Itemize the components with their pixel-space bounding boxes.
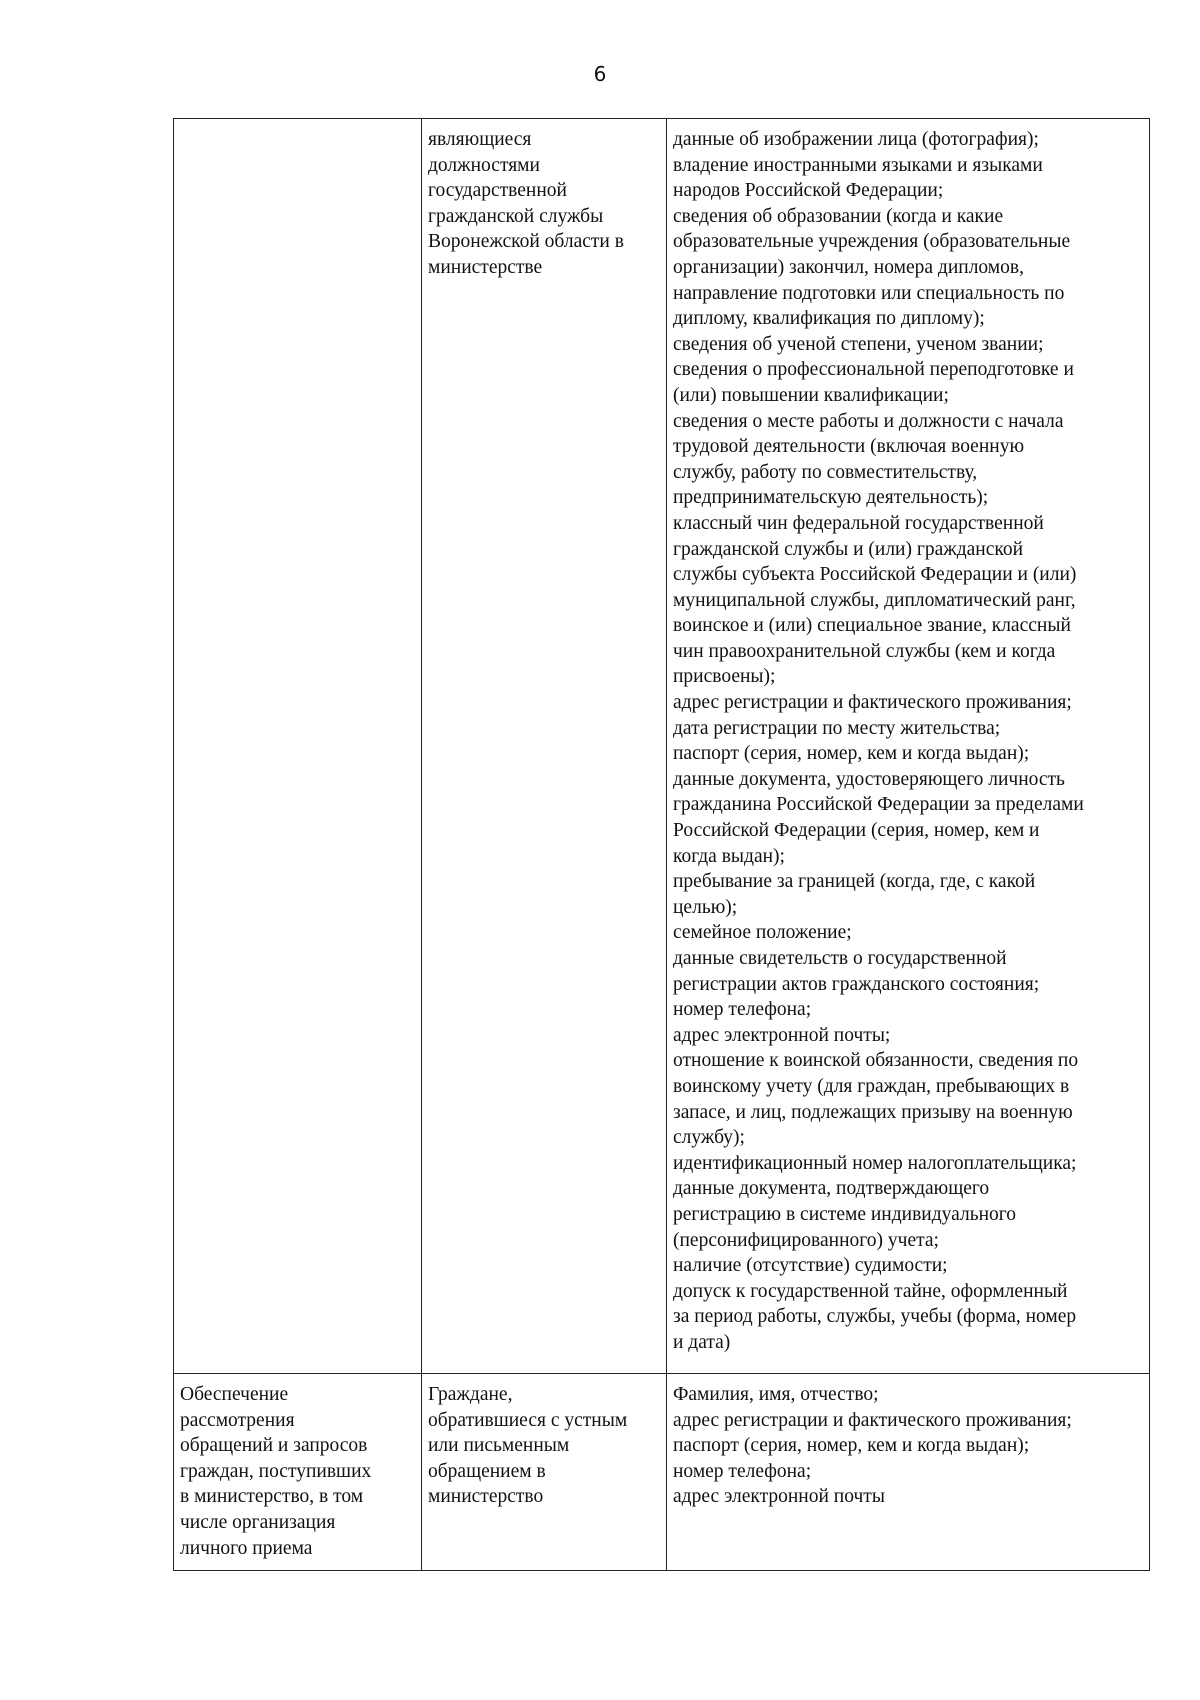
cell-text-line: или письменным — [428, 1435, 570, 1457]
cell-text-line: адрес электронной почты; — [673, 1024, 891, 1046]
cell-text-line: образовательные учреждения (образовательные — [673, 231, 1071, 253]
cell-text-line: службы субъекта Российской Федерации и (или) — [673, 564, 1077, 586]
cell-text-line: сведения о месте работы и должности с начала — [673, 410, 1064, 432]
cell-text-line: министерстве — [428, 256, 543, 278]
cell-text-line: обращением в — [428, 1460, 546, 1482]
cell-text-line: направление подготовки или специальность по — [673, 282, 1065, 304]
cell-text-line: числе организация — [180, 1511, 336, 1533]
cell-text-line: Фамилия, имя, отчество; — [673, 1384, 879, 1405]
cell-text-line: адрес регистрации и фактического проживания; — [673, 692, 1072, 714]
cell-text-line: владение иностранными языками и языками — [673, 154, 1043, 176]
cell-text-line: за период работы, службы, учебы (форма, номер — [673, 1306, 1077, 1328]
page-number: 6 — [593, 62, 607, 86]
cell-text-line: данные документа, подтверждающего — [673, 1178, 990, 1200]
cell-text-line: трудовой деятельности (включая военную — [673, 436, 1025, 458]
cell-text-line: чин правоохранительной службы (кем и когда — [673, 640, 1056, 662]
cell-text-line: (персонифицированного) учета; — [673, 1229, 939, 1251]
cell-text-line: наличие (отсутствие) судимости; — [673, 1255, 948, 1277]
cell-text-line: и дата) — [673, 1331, 731, 1353]
cell-text-line: номер телефона; — [673, 1460, 812, 1482]
cell-text-line: номер телефона; — [673, 999, 812, 1021]
cell-text-line: гражданина Российской Федерации за пределами — [673, 794, 1084, 816]
cell-text-line: обращений и запросов — [180, 1435, 368, 1457]
cell-text-line: регистрации актов гражданского состояния; — [673, 973, 1040, 995]
cell-text-line: воинскому учету (для граждан, пребывающих в — [673, 1075, 1070, 1097]
data-categories-cell — [667, 119, 1150, 1374]
purpose-cell — [174, 1374, 422, 1571]
cell-text-line: паспорт (серия, номер, кем и когда выдан); — [673, 1435, 1030, 1457]
cell-text-line: организации) закончил, номера дипломов, — [673, 256, 1024, 278]
cell-text-line: (или) повышении квалификации; — [673, 384, 949, 406]
cell-text-line: адрес электронной почты — [673, 1486, 885, 1508]
cell-text-line: воинское и (или) специальное звание, классный — [673, 615, 1071, 637]
cell-text-line: классный чин федеральной государственной — [673, 512, 1044, 534]
cell-text-line: сведения об образовании (когда и какие — [673, 205, 1004, 227]
cell-text-line: в министерство, в том — [180, 1486, 364, 1508]
cell-text-line: должностями — [428, 154, 540, 176]
cell-text-line: присвоены); — [673, 666, 776, 688]
cell-text-line: предпринимательскую деятельность); — [673, 487, 989, 509]
cell-text-line: Воронежской области в — [428, 231, 624, 253]
cell-text-line: отношение к воинской обязанности, сведения по — [673, 1050, 1079, 1072]
cell-text-line: службу); — [673, 1127, 745, 1149]
cell-text-line: пребывание за границей (когда, где, с какой — [673, 871, 1036, 893]
cell-text-line: являющиеся — [428, 129, 532, 150]
cell-text-line: гражданской службы — [428, 205, 604, 227]
cell-text-line: данные об изображении лица (фотография); — [673, 129, 1039, 150]
cell-text-line: данные документа, удостоверяющего личность — [673, 768, 1065, 790]
cell-text-line: данные свидетельств о государственной — [673, 948, 1007, 969]
cell-text-line: регистрацию в системе индивидуального — [673, 1203, 1017, 1225]
cell-text-line: граждан, поступивших — [180, 1460, 372, 1482]
cell-text-line: обратившиеся с устным — [428, 1409, 628, 1431]
cell-text-line: целью); — [673, 896, 738, 918]
cell-text-line: паспорт (серия, номер, кем и когда выдан); — [673, 743, 1030, 765]
cell-text-line: муниципальной службы, дипломатический ранг, — [673, 589, 1076, 611]
cell-text-line: гражданской службы и (или) гражданской — [673, 538, 1024, 560]
subjects-cell — [422, 119, 667, 1374]
personal-data-table — [173, 118, 1150, 1571]
cell-text-line: диплому, квалификация по диплому); — [673, 308, 985, 330]
cell-text-line: народов Российской Федерации; — [673, 180, 944, 202]
table-row — [174, 1374, 1150, 1571]
cell-text-line: запасе, и лиц, подлежащих призыву на военную — [673, 1101, 1073, 1123]
cell-text-line: Граждане, — [428, 1384, 513, 1405]
cell-text-line: адрес регистрации и фактического проживания; — [673, 1409, 1072, 1431]
table-row — [174, 119, 1150, 1374]
cell-text-line: Обеспечение — [180, 1384, 289, 1405]
cell-text-line: дата регистрации по месту жительства; — [673, 717, 1001, 739]
cell-text-line: семейное положение; — [673, 922, 852, 944]
cell-text-line: государственной — [428, 180, 567, 202]
cell-text-line: службу, работу по совместительству, — [673, 461, 978, 483]
cell-text-line: личного приема — [180, 1537, 313, 1559]
cell-text-line: когда выдан); — [673, 845, 785, 867]
subjects-cell — [422, 1374, 667, 1571]
purpose-cell — [174, 119, 422, 1374]
cell-text-line: Российской Федерации (серия, номер, кем и — [673, 820, 1040, 842]
data-categories-cell — [667, 1374, 1150, 1571]
cell-text-line: рассмотрения — [180, 1409, 295, 1431]
cell-text-line: министерство — [428, 1486, 544, 1508]
cell-text-line: сведения о профессиональной переподготовке и — [673, 359, 1074, 381]
cell-text-line: допуск к государственной тайне, оформленный — [673, 1280, 1068, 1302]
cell-text-line: сведения об ученой степени, ученом звании; — [673, 333, 1044, 355]
cell-text-line: идентификационный номер налогоплательщика; — [673, 1152, 1077, 1174]
